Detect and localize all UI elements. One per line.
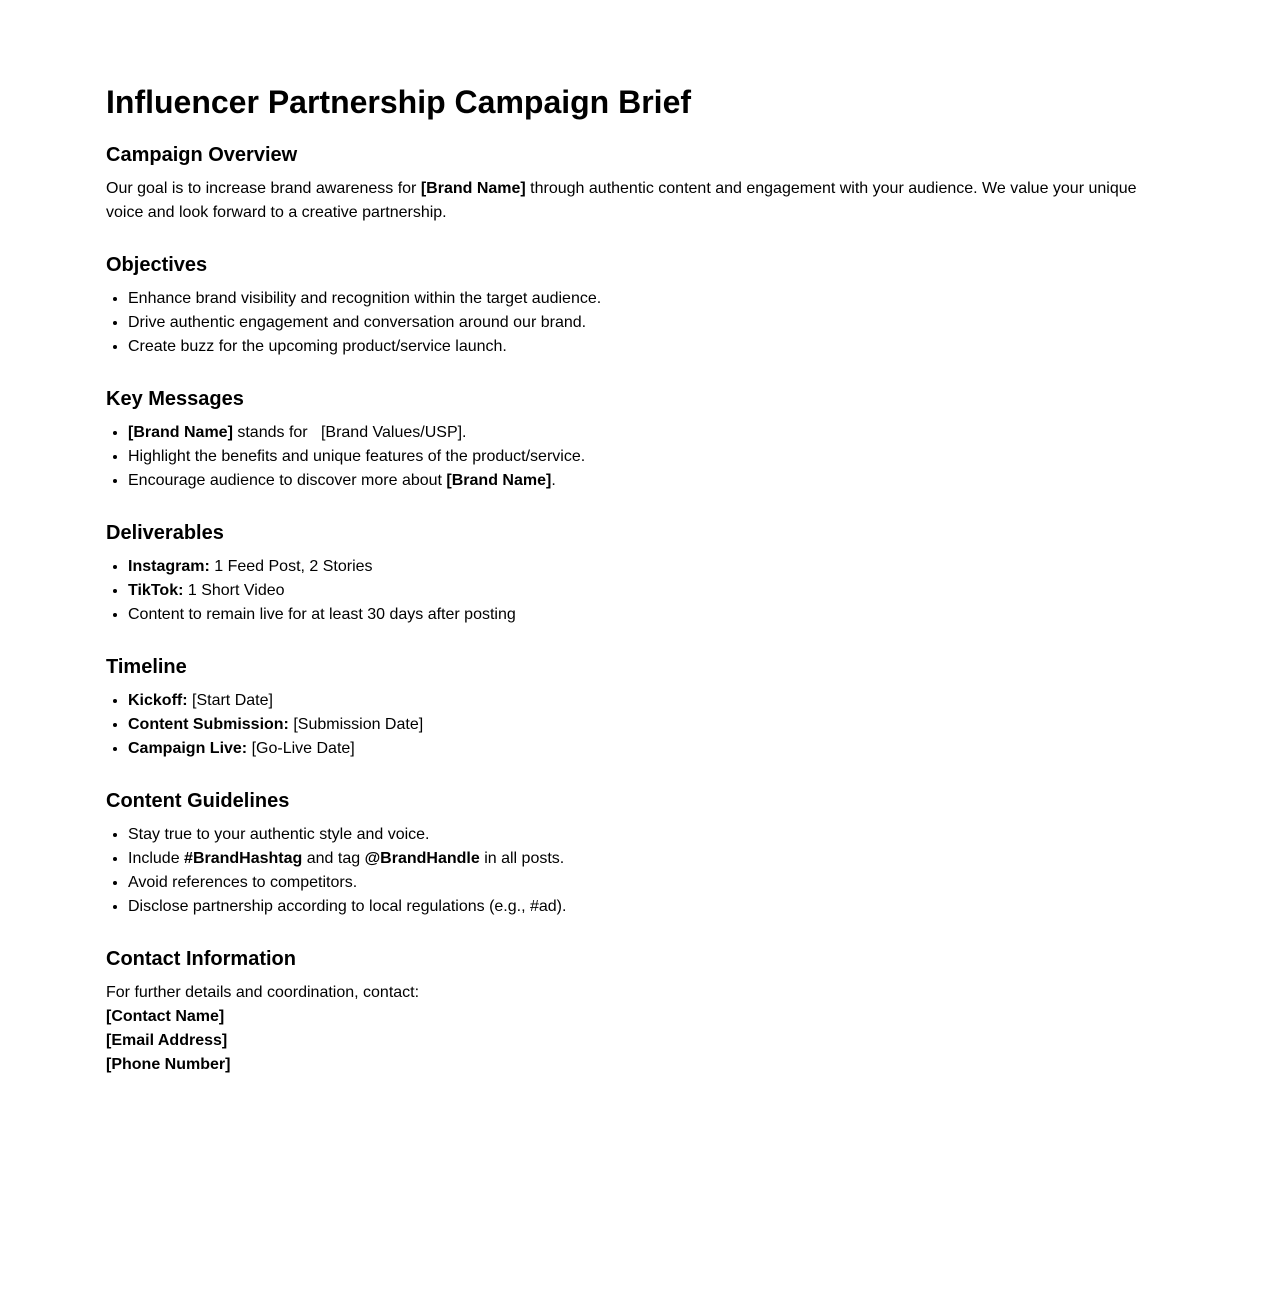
list-item: • Stay true to your authentic style and voice. bbox=[128, 823, 1166, 847]
section-deliverables bbox=[106, 520, 1166, 627]
timeline-list bbox=[106, 689, 1166, 761]
contact-intro: For further details and coordination, contact: bbox=[106, 984, 420, 1001]
contact-name: [Contact Name] bbox=[106, 1008, 225, 1025]
contact-phone: [Phone Number] bbox=[106, 1056, 231, 1073]
section-heading: Contact Information bbox=[106, 948, 296, 970]
key-messages-list bbox=[106, 421, 1166, 493]
section-heading: Timeline bbox=[106, 656, 187, 678]
list-item: • [Brand Name] stands for [Brand Values/USP]. bbox=[128, 421, 1166, 445]
section-heading: Objectives bbox=[106, 254, 208, 276]
list-item: • Include #BrandHashtag and tag @BrandHandle in all posts. bbox=[128, 847, 1166, 871]
section-key-messages bbox=[106, 386, 1166, 493]
list-item: • Enhance brand visibility and recognition within the target audience. bbox=[128, 287, 1166, 311]
overview-text: Our goal is to increase brand awareness for [Brand Name] through authentic content and engagement with your audience. We value your unique voice and look forward to a creative partnership. bbox=[106, 180, 1137, 221]
list-item: • TikTok: 1 Short Video bbox=[128, 579, 1166, 603]
list-item: • Instagram: 1 Feed Post, 2 Stories bbox=[128, 555, 1166, 579]
section-heading: Campaign Overview bbox=[106, 144, 298, 166]
section-heading: Content Guidelines bbox=[106, 790, 290, 812]
list-item: • Drive authentic engagement and conversation around our brand. bbox=[128, 311, 1166, 335]
section-guidelines bbox=[106, 788, 1166, 919]
list-item: • Avoid references to competitors. bbox=[128, 871, 1166, 895]
list-item: • Disclose partnership according to local regulations (e.g., #ad). bbox=[128, 895, 1166, 919]
section-heading: Key Messages bbox=[106, 388, 244, 410]
list-item: • Campaign Live: [Go-Live Date] bbox=[128, 737, 1166, 761]
section-objectives bbox=[106, 252, 1166, 359]
list-item: • Content to remain live for at least 30 days after posting bbox=[128, 603, 1166, 627]
list-item: • Encourage audience to discover more about [Brand Name]. bbox=[128, 469, 1166, 493]
page-title: Influencer Partnership Campaign Brief bbox=[106, 84, 692, 120]
guidelines-list bbox=[106, 823, 1166, 919]
list-item: • Highlight the benefits and unique features of the product/service. bbox=[128, 445, 1166, 469]
deliverables-list bbox=[106, 555, 1166, 627]
objectives-list bbox=[106, 287, 1166, 359]
section-overview bbox=[106, 142, 1166, 225]
list-item: • Kickoff: [Start Date] bbox=[128, 689, 1166, 713]
list-item: • Create buzz for the upcoming product/service launch. bbox=[128, 335, 1166, 359]
list-item: • Content Submission: [Submission Date] bbox=[128, 713, 1166, 737]
section-timeline bbox=[106, 654, 1166, 761]
contact-email: [Email Address] bbox=[106, 1032, 228, 1049]
section-heading: Deliverables bbox=[106, 522, 224, 544]
section-contact bbox=[106, 946, 1166, 1077]
